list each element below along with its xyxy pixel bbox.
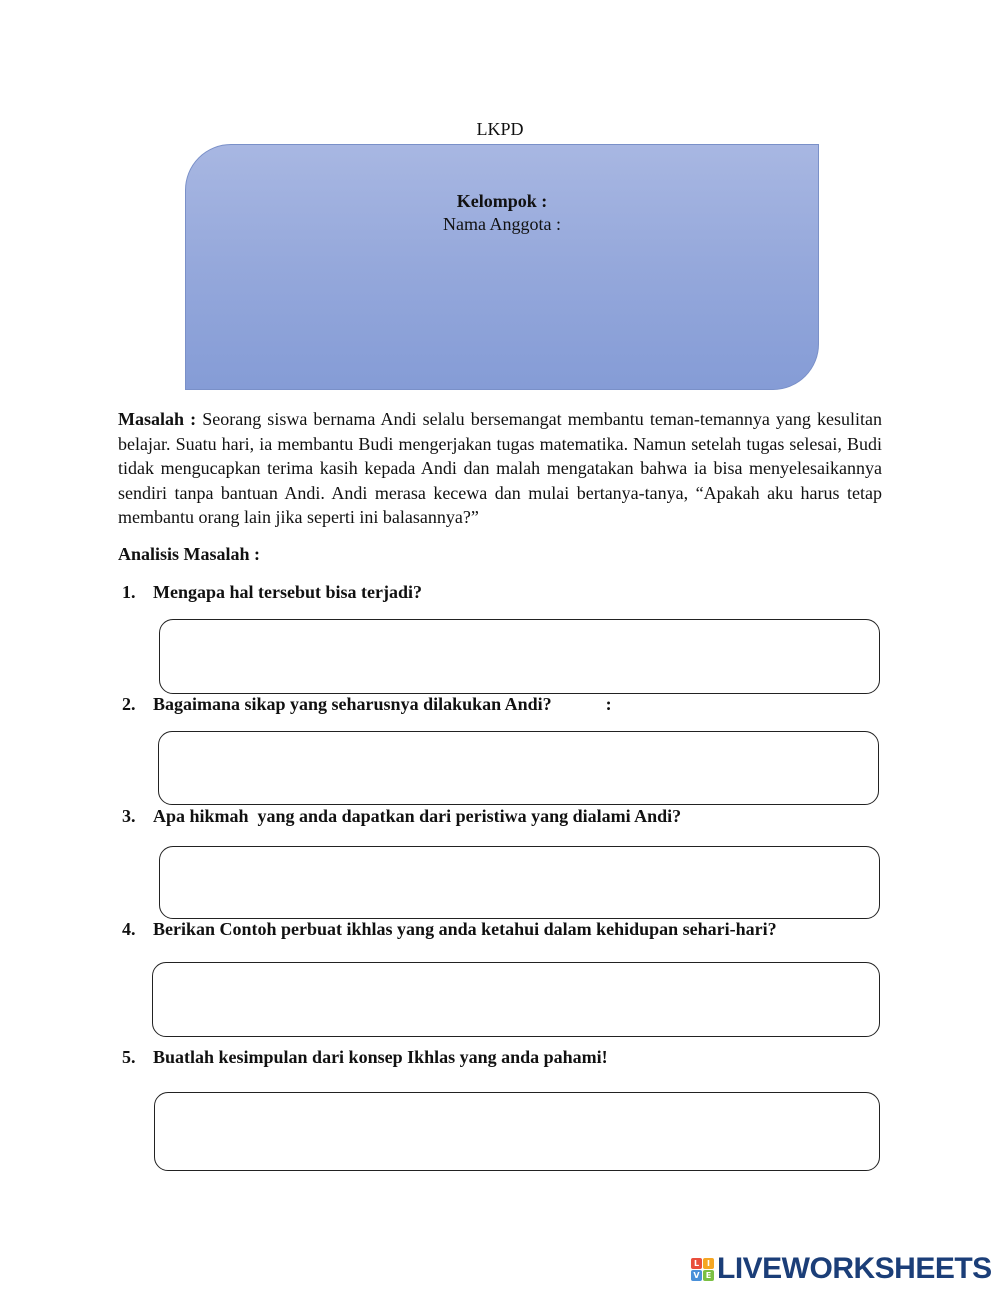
question-number: 3. xyxy=(122,806,136,826)
logo-mark-cell: L xyxy=(691,1258,702,1269)
answer-box-2[interactable] xyxy=(158,731,879,805)
question-1 xyxy=(122,582,422,603)
question-number: 5. xyxy=(122,1047,136,1067)
answer-box-4[interactable] xyxy=(152,962,880,1037)
question-text: Bagaimana sikap yang seharusnya dilakukan Andi? : xyxy=(153,694,612,714)
question-number: 4. xyxy=(122,919,136,939)
question-5 xyxy=(122,1047,608,1068)
answer-box-1[interactable] xyxy=(159,619,880,694)
question-4 xyxy=(122,919,777,940)
liveworksheets-logo[interactable] xyxy=(691,1254,992,1284)
answer-box-3[interactable] xyxy=(159,846,880,919)
logo-mark-cell: E xyxy=(703,1270,714,1281)
analysis-heading: Analisis Masalah : xyxy=(118,544,261,564)
question-3 xyxy=(122,806,681,827)
question-number: 2. xyxy=(122,694,136,714)
answer-box-5[interactable] xyxy=(154,1092,880,1171)
group-info-box xyxy=(185,144,819,390)
logo-text: LIVEWORKSHEETS xyxy=(717,1252,992,1285)
question-2 xyxy=(122,694,612,715)
problem-label: Masalah : xyxy=(118,409,197,429)
question-text: Mengapa hal tersebut bisa terjadi? xyxy=(153,582,422,602)
question-number: 1. xyxy=(122,582,136,602)
logo-mark-icon xyxy=(691,1258,714,1281)
group-label: Kelompok : xyxy=(456,191,548,211)
question-text: Apa hikmah yang anda dapatkan dari peristiwa yang dialami Andi? xyxy=(153,806,682,826)
question-text: Berikan Contoh perbuat ikhlas yang anda ketahui dalam kehidupan sehari-hari? xyxy=(153,919,777,939)
logo-mark-cell: I xyxy=(703,1258,714,1269)
question-text: Buatlah kesimpulan dari konsep Ikhlas yang anda pahami! xyxy=(153,1047,608,1067)
members-label: Nama Anggota : xyxy=(443,214,561,234)
problem-paragraph xyxy=(118,407,882,530)
problem-text: Seorang siswa bernama Andi selalu bersemangat membantu teman-temannya yang kesulitan belajar. Suatu hari, ia membantu Budi mengerjakan tugas matematika. Namun setelah tugas selesai, Budi tidak mengucapkan terima kasih kepada Andi dan malah mengatakan bahwa ia bisa menyelesaikannya sendiri tanpa bantuan Andi. Andi merasa kecewa dan mulai bertanya-tanya, “Apakah aku harus tetap membantu orang lain jika seperti ini balasannya?” xyxy=(118,409,882,527)
page-title: LKPD xyxy=(476,119,524,139)
logo-mark-cell: V xyxy=(691,1270,702,1281)
